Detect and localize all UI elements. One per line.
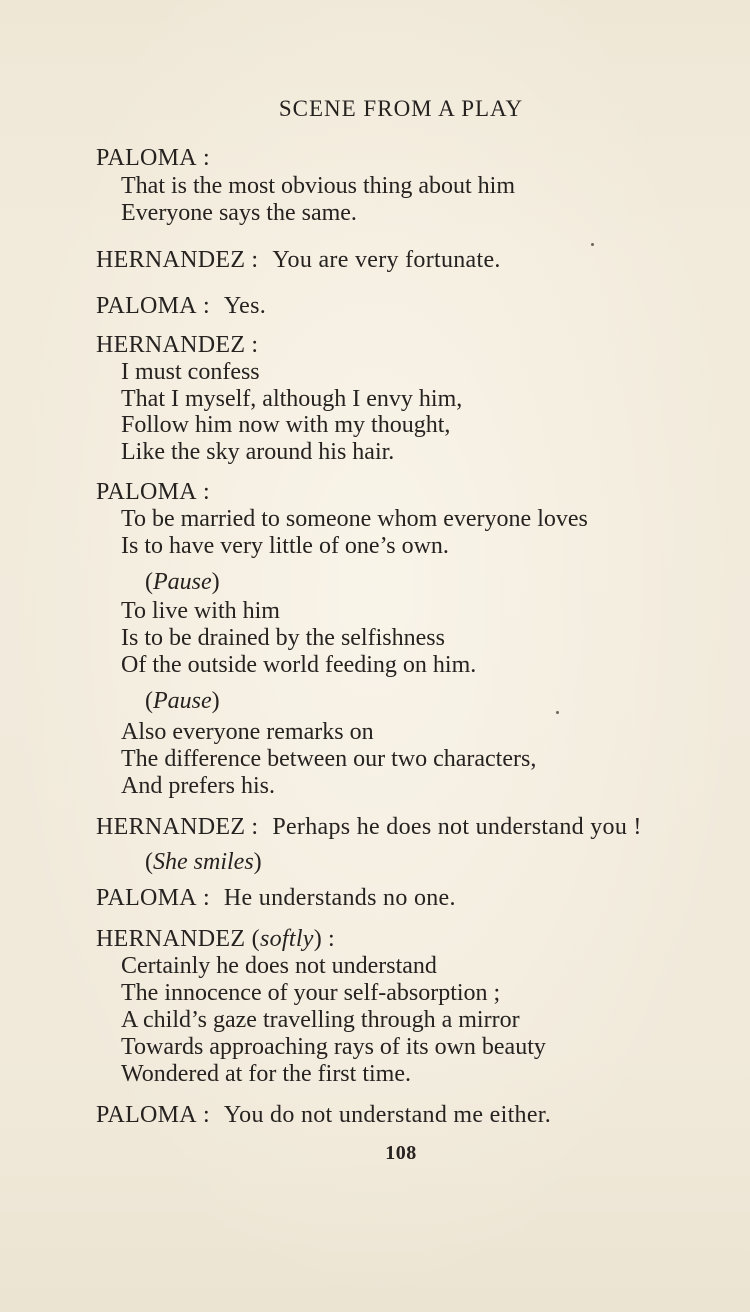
verse-line: The innocence of your self-absorption ; — [121, 980, 501, 1006]
verse-line: Certainly he does not understand — [121, 953, 437, 979]
stage-direction-text: She smiles — [153, 849, 254, 875]
speaker-aside: softly — [259, 926, 314, 952]
dialogue-line — [96, 292, 266, 320]
verse-line: Is to be drained by the selfishness — [121, 625, 445, 651]
speaker-name: HERNANDEZ — [96, 814, 246, 840]
verse-line: Like the sky around his hair. — [121, 439, 395, 465]
verse-line: Follow him now with my thought, — [121, 412, 451, 438]
stage-direction-text: Pause — [153, 688, 212, 714]
speaker-heading — [96, 331, 258, 359]
colon: : — [251, 814, 259, 840]
running-head: SCENE FROM A PLAY — [278, 96, 524, 121]
verse-line: Is to have very little of one’s own. — [121, 533, 449, 559]
speaker-name: HERNANDEZ — [96, 247, 246, 273]
verse-line: Also everyone remarks on — [121, 719, 374, 745]
dialogue-text: He understands no one. — [223, 885, 456, 911]
colon: : — [202, 1102, 210, 1128]
colon: : — [202, 479, 210, 505]
colon: : — [202, 885, 210, 911]
verse-line: And prefers his. — [121, 773, 275, 799]
dialogue-text: Perhaps he does not understand you ! — [272, 814, 642, 840]
speaker-heading — [96, 144, 210, 172]
dialogue-text: You do not understand me either. — [223, 1102, 552, 1128]
verse-line: Everyone says the same. — [121, 200, 357, 226]
verse-line: Of the outside world feeding on him. — [121, 652, 477, 678]
dialogue-line — [96, 813, 642, 841]
colon: : — [251, 247, 259, 273]
colon: : — [202, 293, 210, 319]
verse-line: Towards approaching rays of its own beauty — [121, 1034, 546, 1060]
page-number: 108 — [385, 1142, 417, 1164]
speaker-name: HERNANDEZ — [96, 332, 246, 358]
verse-line: A child’s gaze travelling through a mirror — [121, 1007, 520, 1033]
verse-line: I must confess — [121, 359, 260, 385]
speaker-name: HERNANDEZ — [96, 926, 246, 952]
speaker-heading — [96, 478, 210, 506]
verse-line: The difference between our two characters, — [121, 746, 537, 772]
speaker-name: PALOMA — [96, 885, 197, 911]
speaker-name: PALOMA — [96, 293, 197, 319]
dialogue-line — [96, 1101, 551, 1129]
verse-line: Wondered at for the first time. — [121, 1061, 411, 1087]
speaker-name: PALOMA — [96, 479, 197, 505]
verse-line: That I myself, although I envy him, — [121, 386, 463, 412]
stage-direction: (Pause) — [145, 569, 220, 595]
colon: : — [328, 926, 336, 952]
stage-direction: (She smiles) — [145, 849, 262, 875]
colon: : — [202, 145, 210, 171]
speaker-name: PALOMA — [96, 1102, 197, 1128]
verse-line: To live with him — [121, 598, 280, 624]
speaker-heading: HERNANDEZ (softly) : — [96, 926, 336, 952]
verse-line: To be married to someone whom everyone loves — [121, 506, 588, 532]
paper-speck — [591, 243, 594, 246]
speaker-name: PALOMA — [96, 145, 197, 171]
stage-direction: (Pause) — [145, 688, 220, 714]
dialogue-line — [96, 884, 456, 912]
stage-direction-text: Pause — [153, 569, 212, 595]
dialogue-line — [96, 246, 501, 274]
dialogue-text: You are very fortunate. — [272, 247, 501, 273]
colon: : — [251, 332, 259, 358]
paper-speck — [556, 711, 559, 714]
dialogue-text: Yes. — [223, 293, 267, 319]
verse-line: That is the most obvious thing about him — [121, 173, 515, 199]
